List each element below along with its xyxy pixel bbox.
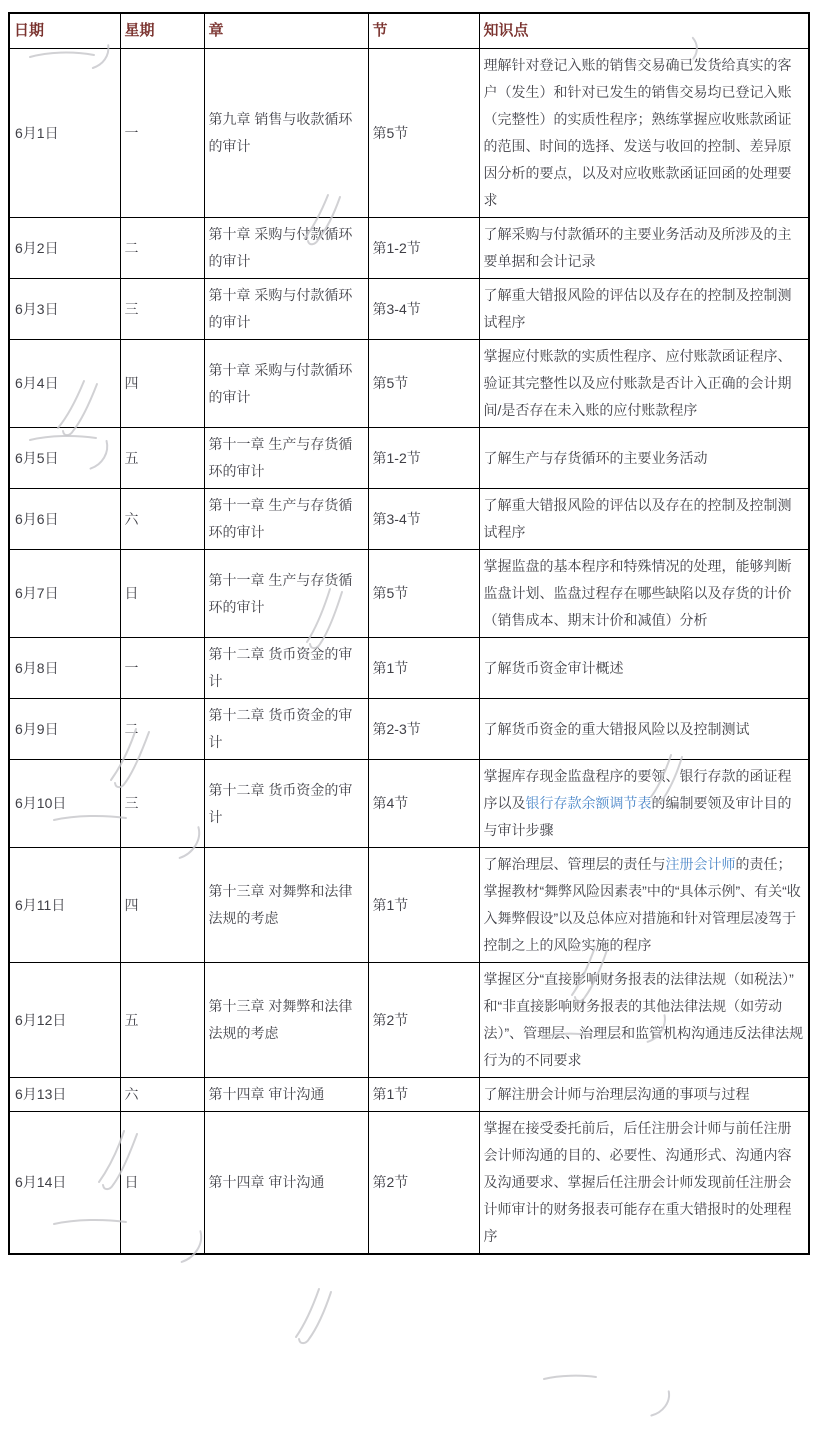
- weekday-cell: 四: [120, 340, 204, 428]
- date-cell: 6月14日: [9, 1112, 120, 1255]
- chapter-cell: 第十三章 对舞弊和法律法规的考虑: [204, 848, 368, 963]
- chapter-cell: 第十一章 生产与存货循环的审计: [204, 428, 368, 489]
- table-header-row: [9, 13, 809, 49]
- knowledge-text: 的责任；掌握教材“舞弊风险因素表”中的“具体示例”、有关“收入舞弊假设”以及总体应对措施和针对管理层凌驾于控制之上的风险实施的程序: [483, 856, 801, 953]
- knowledge-cell: [479, 550, 809, 638]
- knowledge-cell: [479, 760, 809, 848]
- weekday-cell: 二: [120, 218, 204, 279]
- column-header-date: 日期: [9, 13, 120, 49]
- chapter-cell: 第十一章 生产与存货循环的审计: [204, 489, 368, 550]
- section-cell: 第1节: [368, 1078, 479, 1112]
- date-cell: 6月11日: [9, 848, 120, 963]
- knowledge-link[interactable]: 注册会计师: [665, 856, 736, 872]
- knowledge-cell: [479, 1078, 809, 1112]
- chapter-cell: 第十二章 货币资金的审计: [204, 699, 368, 760]
- date-cell: 6月12日: [9, 963, 120, 1078]
- section-cell: 第1节: [368, 848, 479, 963]
- knowledge-cell: [479, 428, 809, 489]
- table-row: [9, 340, 809, 428]
- section-cell: 第5节: [368, 550, 479, 638]
- knowledge-text: 的编制要领及审计目的与审计步骤: [483, 795, 792, 838]
- watermark-squiggle: [648, 1386, 676, 1422]
- table-row: [9, 489, 809, 550]
- knowledge-cell: [479, 1112, 809, 1255]
- weekday-cell: 日: [120, 550, 204, 638]
- column-header-knowledge: 知识点: [479, 13, 809, 49]
- chapter-cell: 第十章 采购与付款循环的审计: [204, 279, 368, 340]
- knowledge-text: 了解重大错报风险的评估以及存在的控制及控制测试程序: [483, 497, 792, 540]
- date-cell: 6月7日: [9, 550, 120, 638]
- table-row: [9, 699, 809, 760]
- knowledge-text: 掌握应付账款的实质性程序、应付账款函证程序、验证其完整性以及应付账款是否计入正确的会计期间/是否存在未入账的应付账款程序: [483, 348, 792, 418]
- section-cell: 第3-4节: [368, 489, 479, 550]
- date-cell: 6月3日: [9, 279, 120, 340]
- table-row: [9, 963, 809, 1078]
- chapter-cell: 第十三章 对舞弊和法律法规的考虑: [204, 963, 368, 1078]
- knowledge-text: 了解重大错报风险的评估以及存在的控制及控制测试程序: [483, 287, 792, 330]
- table-row: [9, 49, 809, 218]
- knowledge-text: 了解采购与付款循环的主要业务活动及所涉及的主要单据和会计记录: [483, 226, 792, 269]
- column-header-section: 节: [368, 13, 479, 49]
- knowledge-cell: [479, 49, 809, 218]
- date-cell: 6月9日: [9, 699, 120, 760]
- knowledge-text: 了解货币资金审计概述: [483, 659, 624, 676]
- knowledge-cell: [479, 489, 809, 550]
- table-row: [9, 1112, 809, 1255]
- date-cell: 6月8日: [9, 638, 120, 699]
- weekday-cell: 五: [120, 428, 204, 489]
- weekday-cell: 一: [120, 638, 204, 699]
- table-row: [9, 550, 809, 638]
- section-cell: 第5节: [368, 49, 479, 218]
- weekday-cell: 一: [120, 49, 204, 218]
- table-row: [9, 428, 809, 489]
- column-header-chapter: 章: [204, 13, 368, 49]
- knowledge-text: 了解生产与存货循环的主要业务活动: [483, 449, 708, 466]
- table-row: [9, 638, 809, 699]
- section-cell: 第1节: [368, 638, 479, 699]
- weekday-cell: 三: [120, 760, 204, 848]
- knowledge-cell: [479, 218, 809, 279]
- column-header-weekday: 星期: [120, 13, 204, 49]
- weekday-cell: 五: [120, 963, 204, 1078]
- date-cell: 6月4日: [9, 340, 120, 428]
- table-body: [9, 49, 809, 1255]
- weekday-cell: 四: [120, 848, 204, 963]
- weekday-cell: 六: [120, 489, 204, 550]
- table-row: [9, 1078, 809, 1112]
- knowledge-text: 了解注册会计师与治理层沟通的事项与过程: [483, 1086, 750, 1102]
- knowledge-cell: [479, 340, 809, 428]
- table-row: [9, 279, 809, 340]
- weekday-cell: 六: [120, 1078, 204, 1112]
- table-row: [9, 760, 809, 848]
- chapter-cell: 第九章 销售与收款循环的审计: [204, 49, 368, 218]
- chapter-cell: 第十二章 货币资金的审计: [204, 760, 368, 848]
- chapter-cell: 第十二章 货币资金的审计: [204, 638, 368, 699]
- table-row: [9, 848, 809, 963]
- weekday-cell: 二: [120, 699, 204, 760]
- section-cell: 第5节: [368, 340, 479, 428]
- knowledge-cell: [479, 638, 809, 699]
- knowledge-text: 理解针对登记入账的销售交易确已发货给真实的客户（发生）和针对已发生的销售交易均已登记入账（完整性）的实质性程序；熟练掌握应收账款函证的范围、时间的选择、发送与收回的控制、差异原因分析的要点，以及对应收账款函证回函的处理要求: [483, 57, 792, 208]
- chapter-cell: 第十章 采购与付款循环的审计: [204, 218, 368, 279]
- watermark-squiggle: [542, 1372, 598, 1382]
- date-cell: 6月5日: [9, 428, 120, 489]
- date-cell: 6月13日: [9, 1078, 120, 1112]
- knowledge-cell: [479, 963, 809, 1078]
- knowledge-cell: [479, 699, 809, 760]
- table-row: [9, 218, 809, 279]
- watermark-squiggle: [286, 1286, 342, 1348]
- chapter-cell: 第十一章 生产与存货循环的审计: [204, 550, 368, 638]
- knowledge-text: 掌握库存现金监盘程序的要领、银行存款的函证程序以及: [483, 768, 792, 811]
- date-cell: 6月10日: [9, 760, 120, 848]
- section-cell: 第1-2节: [368, 218, 479, 279]
- knowledge-text: 了解治理层、管理层的责任与: [483, 856, 666, 872]
- section-cell: 第2-3节: [368, 699, 479, 760]
- knowledge-text: 了解货币资金的重大错报风险以及控制测试: [483, 720, 750, 737]
- chapter-cell: 第十章 采购与付款循环的审计: [204, 340, 368, 428]
- section-cell: 第4节: [368, 760, 479, 848]
- weekday-cell: 日: [120, 1112, 204, 1255]
- knowledge-text: 掌握监盘的基本程序和特殊情况的处理，能够判断监盘计划、监盘过程存在哪些缺陷以及存货的计价（销售成本、期末计价和减值）分析: [483, 558, 792, 628]
- section-cell: 第3-4节: [368, 279, 479, 340]
- knowledge-text: 掌握区分“直接影响财务报表的法律法规（如税法）”和“非直接影响财务报表的其他法律法规（如劳动法）”、管理层、治理层和监管机构沟通违反法律法规行为的不同要求: [483, 971, 804, 1068]
- chapter-cell: 第十四章 审计沟通: [204, 1112, 368, 1255]
- section-cell: 第2节: [368, 1112, 479, 1255]
- study-plan-table: [8, 12, 810, 1255]
- date-cell: 6月1日: [9, 49, 120, 218]
- knowledge-text: 掌握在接受委托前后，后任注册会计师与前任注册会计师沟通的目的、必要性、沟通形式、沟通内容及沟通要求、掌握后任注册会计师发现前任注册会计师审计的财务报表可能存在重大错报时的处理程序: [483, 1120, 792, 1244]
- section-cell: 第2节: [368, 963, 479, 1078]
- weekday-cell: 三: [120, 279, 204, 340]
- knowledge-link[interactable]: 银行存款余额调节表: [525, 795, 652, 811]
- chapter-cell: 第十四章 审计沟通: [204, 1078, 368, 1112]
- section-cell: 第1-2节: [368, 428, 479, 489]
- date-cell: 6月6日: [9, 489, 120, 550]
- knowledge-cell: [479, 848, 809, 963]
- knowledge-cell: [479, 279, 809, 340]
- date-cell: 6月2日: [9, 218, 120, 279]
